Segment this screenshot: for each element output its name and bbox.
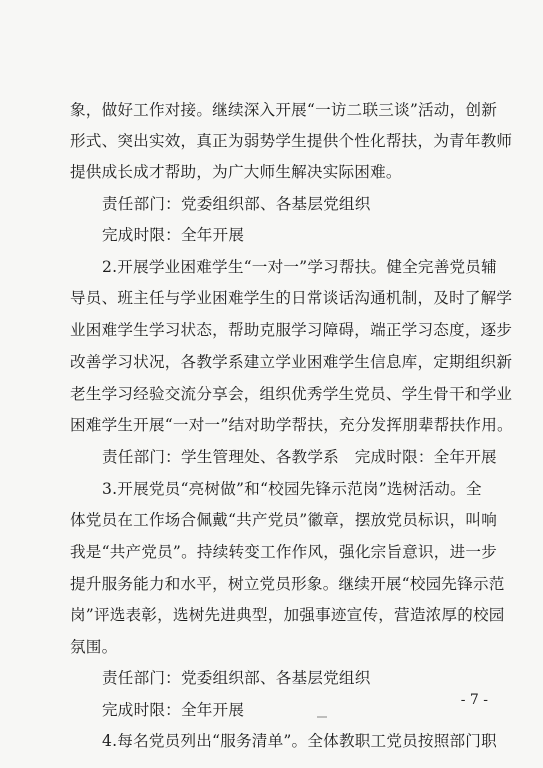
text-line-10: 老生学习经验交流分享会，组织优秀学生党员、学生骨干和学业 xyxy=(70,385,513,403)
responsible-dept-2: 责任部门：学生管理处、各教学系 完成时限：全年开展 xyxy=(102,448,497,466)
text-line-9: 改善学习状况，各教学系建立学业困难学生信息库，定期组织新 xyxy=(70,353,513,371)
text-line-15: 我是“共产党员”。持续转变工作作风，强化宗旨意识，进一步 xyxy=(70,543,497,561)
text-line-14: 体党员在工作场合佩戴“共产党员”徽章，摆放党员标识，叫响 xyxy=(70,511,497,529)
deadline-3: 完成时限：全年开展 xyxy=(102,701,245,719)
text-line-17: 岗”评选表彰，选树先进典型，加强事迹宣传，营造浓厚的校园 xyxy=(70,606,505,624)
text-line-2: 形式、突出实效，真正为弱势学生提供个性化帮扶，为青年教师 xyxy=(70,132,513,150)
section-4-heading: 4.每名党员列出“服务清单”。全体教职工党员按照部门职 xyxy=(102,732,497,750)
responsible-dept-3: 责任部门：党委组织部、各基层党组织 xyxy=(102,669,371,687)
text-line-18: 氛围。 xyxy=(70,638,118,656)
responsible-dept-1: 责任部门：党委组织部、各基层党组织 xyxy=(102,195,371,213)
text-line-16: 提升服务能力和水平，树立党员形象。继续开展“校园先锋示范 xyxy=(70,575,505,593)
text-line-3: 提供成长成才帮助，为广大师生解决实际困难。 xyxy=(70,163,402,181)
text-line-8: 业困难学生学习状态，帮助克服学习障碍，端正学习态度，逐步 xyxy=(70,321,513,339)
section-3-heading: 3.开展党员“亮树做”和“校园先锋示范岗”选树活动。全 xyxy=(102,480,482,498)
section-2-heading: 2.开展学业困难学生“一对一”学习帮扶。健全完善党员辅 xyxy=(102,258,497,276)
scan-smudge xyxy=(317,716,327,718)
deadline-1: 完成时限：全年开展 xyxy=(102,226,245,244)
text-line-1: 象，做好工作对接。继续深入开展“一访二联三谈”活动，创新 xyxy=(70,101,497,119)
text-line-11: 困难学生开展“一对一”结对助学帮扶，充分发挥朋辈帮扶作用。 xyxy=(70,416,513,434)
page-number: - 7 - xyxy=(460,692,488,708)
text-line-7: 导员、班主任与学业困难学生的日常谈话沟通机制，及时了解学 xyxy=(70,289,513,307)
